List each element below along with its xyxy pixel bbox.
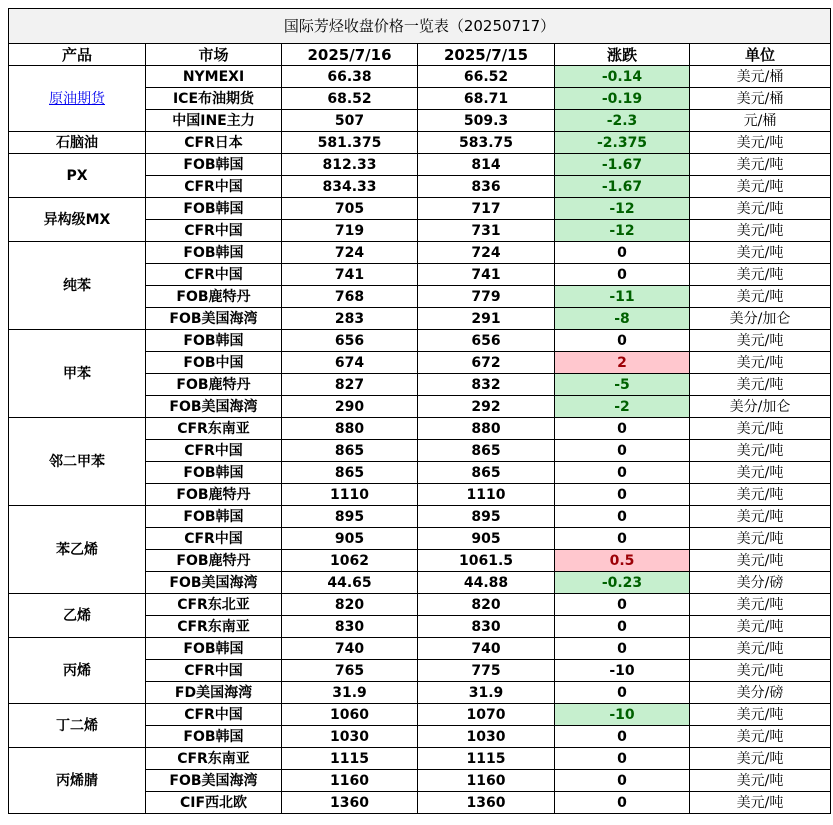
market-cell: FOB中国 — [146, 352, 282, 374]
price-date1-cell: 1360 — [282, 792, 418, 814]
price-date1-cell: 834.33 — [282, 176, 418, 198]
price-date1-cell: 880 — [282, 418, 418, 440]
price-date1-cell: 740 — [282, 638, 418, 660]
market-cell: FOB韩国 — [146, 198, 282, 220]
price-date2-cell: 1030 — [418, 726, 555, 748]
unit-cell: 美元/吨 — [690, 748, 831, 770]
change-cell: 0 — [555, 506, 690, 528]
price-date1-cell: 656 — [282, 330, 418, 352]
change-cell: -10 — [555, 704, 690, 726]
change-cell: 0 — [555, 726, 690, 748]
price-date1-cell: 830 — [282, 616, 418, 638]
change-cell: 0 — [555, 638, 690, 660]
price-date2-cell: 1110 — [418, 484, 555, 506]
price-date1-cell: 290 — [282, 396, 418, 418]
market-cell: FOB韩国 — [146, 506, 282, 528]
change-cell: 0 — [555, 792, 690, 814]
change-cell: -2 — [555, 396, 690, 418]
price-date1-cell: 66.38 — [282, 66, 418, 88]
price-date1-cell: 741 — [282, 264, 418, 286]
change-cell: 0.5 — [555, 550, 690, 572]
change-cell: -11 — [555, 286, 690, 308]
header-date1: 2025/7/16 — [282, 44, 418, 66]
unit-cell: 美分/磅 — [690, 572, 831, 594]
price-date2-cell: 1070 — [418, 704, 555, 726]
price-date2-cell: 68.71 — [418, 88, 555, 110]
change-cell: 0 — [555, 462, 690, 484]
table-row — [9, 330, 831, 352]
unit-cell: 美元/桶 — [690, 66, 831, 88]
price-date1-cell: 765 — [282, 660, 418, 682]
change-cell: -0.19 — [555, 88, 690, 110]
price-date2-cell: 814 — [418, 154, 555, 176]
price-date1-cell: 1060 — [282, 704, 418, 726]
market-cell: FOB美国海湾 — [146, 572, 282, 594]
price-date2-cell: 1115 — [418, 748, 555, 770]
unit-cell: 美分/磅 — [690, 682, 831, 704]
price-date1-cell: 1160 — [282, 770, 418, 792]
market-cell: CFR中国 — [146, 176, 282, 198]
change-cell: 0 — [555, 770, 690, 792]
unit-cell: 美元/吨 — [690, 484, 831, 506]
price-date2-cell: 724 — [418, 242, 555, 264]
price-date2-cell: 31.9 — [418, 682, 555, 704]
market-cell: CFR中国 — [146, 220, 282, 242]
market-cell: NYMEXI — [146, 66, 282, 88]
price-date2-cell: 731 — [418, 220, 555, 242]
unit-cell: 美元/吨 — [690, 462, 831, 484]
change-cell: -2.375 — [555, 132, 690, 154]
table-row — [9, 198, 831, 220]
price-date2-cell: 1061.5 — [418, 550, 555, 572]
change-cell: 0 — [555, 242, 690, 264]
market-cell: FOB韩国 — [146, 638, 282, 660]
table-row — [9, 638, 831, 660]
unit-cell: 美元/吨 — [690, 594, 831, 616]
price-date1-cell: 1030 — [282, 726, 418, 748]
market-cell: FOB美国海湾 — [146, 396, 282, 418]
change-cell: 0 — [555, 440, 690, 462]
price-date1-cell: 674 — [282, 352, 418, 374]
product-cell: 石脑油 — [9, 132, 146, 154]
price-date1-cell: 768 — [282, 286, 418, 308]
product-cell: 纯苯 — [9, 242, 146, 330]
market-cell: FD美国海湾 — [146, 682, 282, 704]
change-cell: -2.3 — [555, 110, 690, 132]
unit-cell: 美元/吨 — [690, 132, 831, 154]
price-date2-cell: 880 — [418, 418, 555, 440]
market-cell: CIF西北欧 — [146, 792, 282, 814]
change-cell: 0 — [555, 682, 690, 704]
unit-cell: 美元/桶 — [690, 88, 831, 110]
market-cell: FOB鹿特丹 — [146, 286, 282, 308]
unit-cell: 美元/吨 — [690, 330, 831, 352]
change-cell: 0 — [555, 418, 690, 440]
product-cell: 丁二烯 — [9, 704, 146, 748]
price-date1-cell: 283 — [282, 308, 418, 330]
product-cell: 邻二甲苯 — [9, 418, 146, 506]
price-date2-cell: 583.75 — [418, 132, 555, 154]
unit-cell: 美元/吨 — [690, 638, 831, 660]
price-date1-cell: 507 — [282, 110, 418, 132]
unit-cell: 美元/吨 — [690, 264, 831, 286]
price-date1-cell: 905 — [282, 528, 418, 550]
price-date2-cell: 865 — [418, 462, 555, 484]
product-cell: 乙烯 — [9, 594, 146, 638]
market-cell: ICE布油期货 — [146, 88, 282, 110]
unit-cell: 美元/吨 — [690, 770, 831, 792]
change-cell: -1.67 — [555, 154, 690, 176]
market-cell: FOB韩国 — [146, 726, 282, 748]
market-cell: FOB韩国 — [146, 242, 282, 264]
price-date2-cell: 832 — [418, 374, 555, 396]
change-cell: -1.67 — [555, 176, 690, 198]
market-cell: FOB美国海湾 — [146, 770, 282, 792]
price-date1-cell: 68.52 — [282, 88, 418, 110]
table-body — [9, 66, 831, 814]
market-cell: CFR中国 — [146, 660, 282, 682]
price-date1-cell: 44.65 — [282, 572, 418, 594]
unit-cell: 美元/吨 — [690, 726, 831, 748]
price-date2-cell: 895 — [418, 506, 555, 528]
product-cell: 甲苯 — [9, 330, 146, 418]
product-cell: PX — [9, 154, 146, 198]
price-date2-cell: 740 — [418, 638, 555, 660]
product-cell: 苯乙烯 — [9, 506, 146, 594]
price-date1-cell: 1110 — [282, 484, 418, 506]
market-cell: CFR中国 — [146, 440, 282, 462]
unit-cell: 美元/吨 — [690, 506, 831, 528]
table-row — [9, 506, 831, 528]
change-cell: -0.14 — [555, 66, 690, 88]
price-date2-cell: 820 — [418, 594, 555, 616]
unit-cell: 美元/吨 — [690, 792, 831, 814]
change-cell: 0 — [555, 748, 690, 770]
change-cell: -0.23 — [555, 572, 690, 594]
change-cell: -12 — [555, 198, 690, 220]
price-date2-cell: 672 — [418, 352, 555, 374]
unit-cell: 美元/吨 — [690, 550, 831, 572]
price-date1-cell: 895 — [282, 506, 418, 528]
market-cell: FOB鹿特丹 — [146, 374, 282, 396]
market-cell: FOB韩国 — [146, 154, 282, 176]
price-date2-cell: 717 — [418, 198, 555, 220]
unit-cell: 美元/吨 — [690, 286, 831, 308]
product-link[interactable]: 原油期货 — [49, 90, 105, 107]
price-table — [8, 8, 831, 814]
price-date1-cell: 827 — [282, 374, 418, 396]
header-market: 市场 — [146, 44, 282, 66]
table-row — [9, 748, 831, 770]
header-row — [9, 44, 831, 66]
price-date2-cell: 1160 — [418, 770, 555, 792]
table-row — [9, 418, 831, 440]
unit-cell: 美元/吨 — [690, 242, 831, 264]
unit-cell: 美元/吨 — [690, 154, 831, 176]
unit-cell: 元/桶 — [690, 110, 831, 132]
header-date2: 2025/7/15 — [418, 44, 555, 66]
price-date2-cell: 741 — [418, 264, 555, 286]
unit-cell: 美分/加仑 — [690, 308, 831, 330]
change-cell: 0 — [555, 616, 690, 638]
market-cell: CFR东南亚 — [146, 748, 282, 770]
market-cell: 中国INE主力 — [146, 110, 282, 132]
price-date1-cell: 1115 — [282, 748, 418, 770]
unit-cell: 美元/吨 — [690, 352, 831, 374]
market-cell: CFR中国 — [146, 528, 282, 550]
price-date2-cell: 1360 — [418, 792, 555, 814]
change-cell: 0 — [555, 594, 690, 616]
unit-cell: 美元/吨 — [690, 176, 831, 198]
change-cell: -5 — [555, 374, 690, 396]
market-cell: FOB韩国 — [146, 330, 282, 352]
market-cell: FOB鹿特丹 — [146, 550, 282, 572]
price-date2-cell: 779 — [418, 286, 555, 308]
market-cell: FOB韩国 — [146, 462, 282, 484]
change-cell: -10 — [555, 660, 690, 682]
price-date2-cell: 509.3 — [418, 110, 555, 132]
unit-cell: 美元/吨 — [690, 198, 831, 220]
market-cell: CFR中国 — [146, 264, 282, 286]
price-date2-cell: 905 — [418, 528, 555, 550]
table-title: 国际芳烃收盘价格一览表（20250717） — [9, 9, 831, 44]
price-date1-cell: 705 — [282, 198, 418, 220]
price-date2-cell: 775 — [418, 660, 555, 682]
price-date2-cell: 836 — [418, 176, 555, 198]
price-date2-cell: 865 — [418, 440, 555, 462]
header-product: 产品 — [9, 44, 146, 66]
table-row — [9, 242, 831, 264]
market-cell: CFR日本 — [146, 132, 282, 154]
change-cell: 0 — [555, 484, 690, 506]
market-cell: CFR中国 — [146, 704, 282, 726]
product-cell: 丙烯 — [9, 638, 146, 704]
price-date1-cell: 1062 — [282, 550, 418, 572]
unit-cell: 美元/吨 — [690, 616, 831, 638]
market-cell: CFR东北亚 — [146, 594, 282, 616]
price-date1-cell: 31.9 — [282, 682, 418, 704]
table-row — [9, 594, 831, 616]
table-row — [9, 132, 831, 154]
price-date2-cell: 830 — [418, 616, 555, 638]
price-date1-cell: 719 — [282, 220, 418, 242]
title-row — [9, 9, 831, 44]
table-row — [9, 66, 831, 88]
header-unit: 单位 — [690, 44, 831, 66]
table-row — [9, 704, 831, 726]
price-date2-cell: 291 — [418, 308, 555, 330]
table-row — [9, 154, 831, 176]
price-date1-cell: 581.375 — [282, 132, 418, 154]
market-cell: CFR东南亚 — [146, 418, 282, 440]
header-change: 涨跌 — [555, 44, 690, 66]
price-date1-cell: 724 — [282, 242, 418, 264]
change-cell: 0 — [555, 528, 690, 550]
market-cell: FOB美国海湾 — [146, 308, 282, 330]
unit-cell: 美元/吨 — [690, 374, 831, 396]
change-cell: 2 — [555, 352, 690, 374]
price-date2-cell: 44.88 — [418, 572, 555, 594]
product-cell: 丙烯腈 — [9, 748, 146, 814]
unit-cell: 美元/吨 — [690, 220, 831, 242]
price-date1-cell: 820 — [282, 594, 418, 616]
unit-cell: 美分/加仑 — [690, 396, 831, 418]
price-date1-cell: 812.33 — [282, 154, 418, 176]
unit-cell: 美元/吨 — [690, 528, 831, 550]
price-date1-cell: 865 — [282, 440, 418, 462]
unit-cell: 美元/吨 — [690, 660, 831, 682]
market-cell: FOB鹿特丹 — [146, 484, 282, 506]
price-table-container — [8, 8, 830, 814]
unit-cell: 美元/吨 — [690, 418, 831, 440]
unit-cell: 美元/吨 — [690, 440, 831, 462]
change-cell: -12 — [555, 220, 690, 242]
unit-cell: 美元/吨 — [690, 704, 831, 726]
price-date2-cell: 656 — [418, 330, 555, 352]
change-cell: 0 — [555, 330, 690, 352]
change-cell: 0 — [555, 264, 690, 286]
price-date2-cell: 292 — [418, 396, 555, 418]
change-cell: -8 — [555, 308, 690, 330]
price-date1-cell: 865 — [282, 462, 418, 484]
market-cell: CFR东南亚 — [146, 616, 282, 638]
product-cell: 异构级MX — [9, 198, 146, 242]
product-cell — [9, 66, 146, 132]
price-date2-cell: 66.52 — [418, 66, 555, 88]
